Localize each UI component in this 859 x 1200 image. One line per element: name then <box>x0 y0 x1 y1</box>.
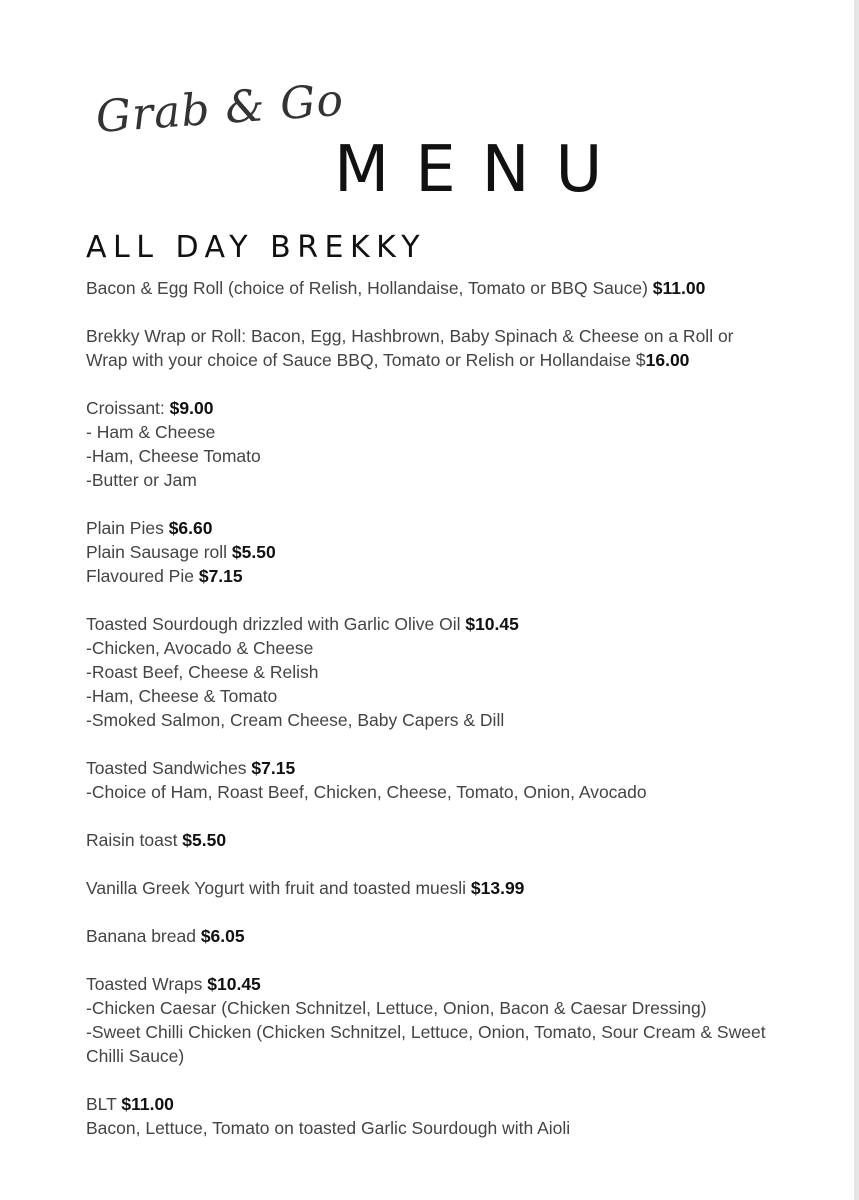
item-line <box>86 924 826 948</box>
section-heading: ALL DAY BREKKY <box>86 230 427 265</box>
item-line <box>86 708 826 732</box>
item-price: $7.15 <box>251 758 296 778</box>
menu-item <box>86 1092 826 1140</box>
item-line <box>86 972 826 996</box>
item-line <box>86 1116 826 1140</box>
item-price: $10.45 <box>465 614 519 634</box>
item-line <box>86 636 826 660</box>
item-line <box>86 756 826 780</box>
menu-item <box>86 396 826 492</box>
page-title: MENU <box>334 133 629 207</box>
menu-item <box>86 972 826 1068</box>
item-text: - Ham & Cheese <box>86 422 216 442</box>
item-line <box>86 1092 826 1116</box>
item-line <box>86 876 826 900</box>
item-line <box>86 444 826 468</box>
item-price: $9.00 <box>169 398 214 418</box>
item-text: Banana bread <box>86 926 201 946</box>
item-text: -Ham, Cheese Tomato <box>86 446 261 466</box>
item-text: -Chicken, Avocado & Cheese <box>86 638 314 658</box>
item-text: Brekky Wrap or Roll: Bacon, Egg, Hashbrown, Baby Spinach & Cheese on a Roll or <box>86 326 734 346</box>
item-price: $5.50 <box>182 830 227 850</box>
item-text: -Butter or Jam <box>86 470 197 490</box>
item-text: -Smoked Salmon, Cream Cheese, Baby Capers & Dill <box>86 710 505 730</box>
item-text: -Choice of Ham, Roast Beef, Chicken, Cheese, Tomato, Onion, Avocado <box>86 782 647 802</box>
item-price: $5.50 <box>231 542 276 562</box>
item-text: -Roast Beef, Cheese & Relish <box>86 662 319 682</box>
menu-item <box>86 276 826 300</box>
item-text: Toasted Sourdough drizzled with Garlic Olive Oil <box>86 614 466 634</box>
item-line <box>86 564 826 588</box>
item-line <box>86 396 826 420</box>
item-line <box>86 684 826 708</box>
item-line <box>86 780 826 804</box>
item-line <box>86 612 826 636</box>
item-text: Croissant: <box>86 398 170 418</box>
item-line <box>86 1044 826 1068</box>
item-text: BLT <box>86 1094 122 1114</box>
item-text: Flavoured Pie <box>86 566 199 586</box>
menu-item <box>86 756 826 804</box>
item-line <box>86 996 826 1020</box>
item-line <box>86 420 826 444</box>
item-text: -Ham, Cheese & Tomato <box>86 686 278 706</box>
item-text: Plain Sausage roll <box>86 542 232 562</box>
item-line <box>86 516 826 540</box>
menu-item <box>86 876 826 900</box>
menu-item <box>86 516 826 588</box>
item-line <box>86 348 826 372</box>
item-text: -Sweet Chilli Chicken (Chicken Schnitzel, Lettuce, Onion, Tomato, Sour Cream & Sweet <box>86 1022 766 1042</box>
item-text: Toasted Sandwiches <box>86 758 252 778</box>
menu-item <box>86 828 826 852</box>
item-line <box>86 660 826 684</box>
item-line <box>86 276 826 300</box>
item-text: Toasted Wraps <box>86 974 208 994</box>
script-title: Grab & Go <box>94 74 346 143</box>
item-line <box>86 828 826 852</box>
item-text: Chilli Sauce) <box>86 1046 185 1066</box>
page-edge <box>854 0 859 1200</box>
item-text: Plain Pies <box>86 518 169 538</box>
menu-item <box>86 924 826 948</box>
item-price: $11.00 <box>652 278 706 298</box>
item-price: $6.60 <box>168 518 213 538</box>
item-text: Vanilla Greek Yogurt with fruit and toasted muesli <box>86 878 471 898</box>
item-text: Bacon & Egg Roll (choice of Relish, Hollandaise, Tomato or BBQ Sauce) <box>86 278 653 298</box>
item-line <box>86 1020 826 1044</box>
item-price: $6.05 <box>200 926 245 946</box>
item-text: Raisin toast <box>86 830 183 850</box>
menu-item <box>86 324 826 372</box>
item-price: $7.15 <box>198 566 243 586</box>
item-line <box>86 324 826 348</box>
item-price: $13.99 <box>470 878 525 898</box>
menu-item <box>86 612 826 732</box>
item-text: Bacon, Lettuce, Tomato on toasted Garlic Sourdough with Aioli <box>86 1118 571 1138</box>
item-price: $11.00 <box>121 1094 174 1114</box>
item-price: $10.45 <box>207 974 261 994</box>
item-line <box>86 540 826 564</box>
item-line <box>86 468 826 492</box>
item-price: 16.00 <box>645 350 690 370</box>
item-text: -Chicken Caesar (Chicken Schnitzel, Lettuce, Onion, Bacon & Caesar Dressing) <box>86 998 707 1018</box>
menu-items <box>86 276 826 1164</box>
item-text: Wrap with your choice of Sauce BBQ, Tomato or Relish or Hollandaise $ <box>86 350 646 370</box>
